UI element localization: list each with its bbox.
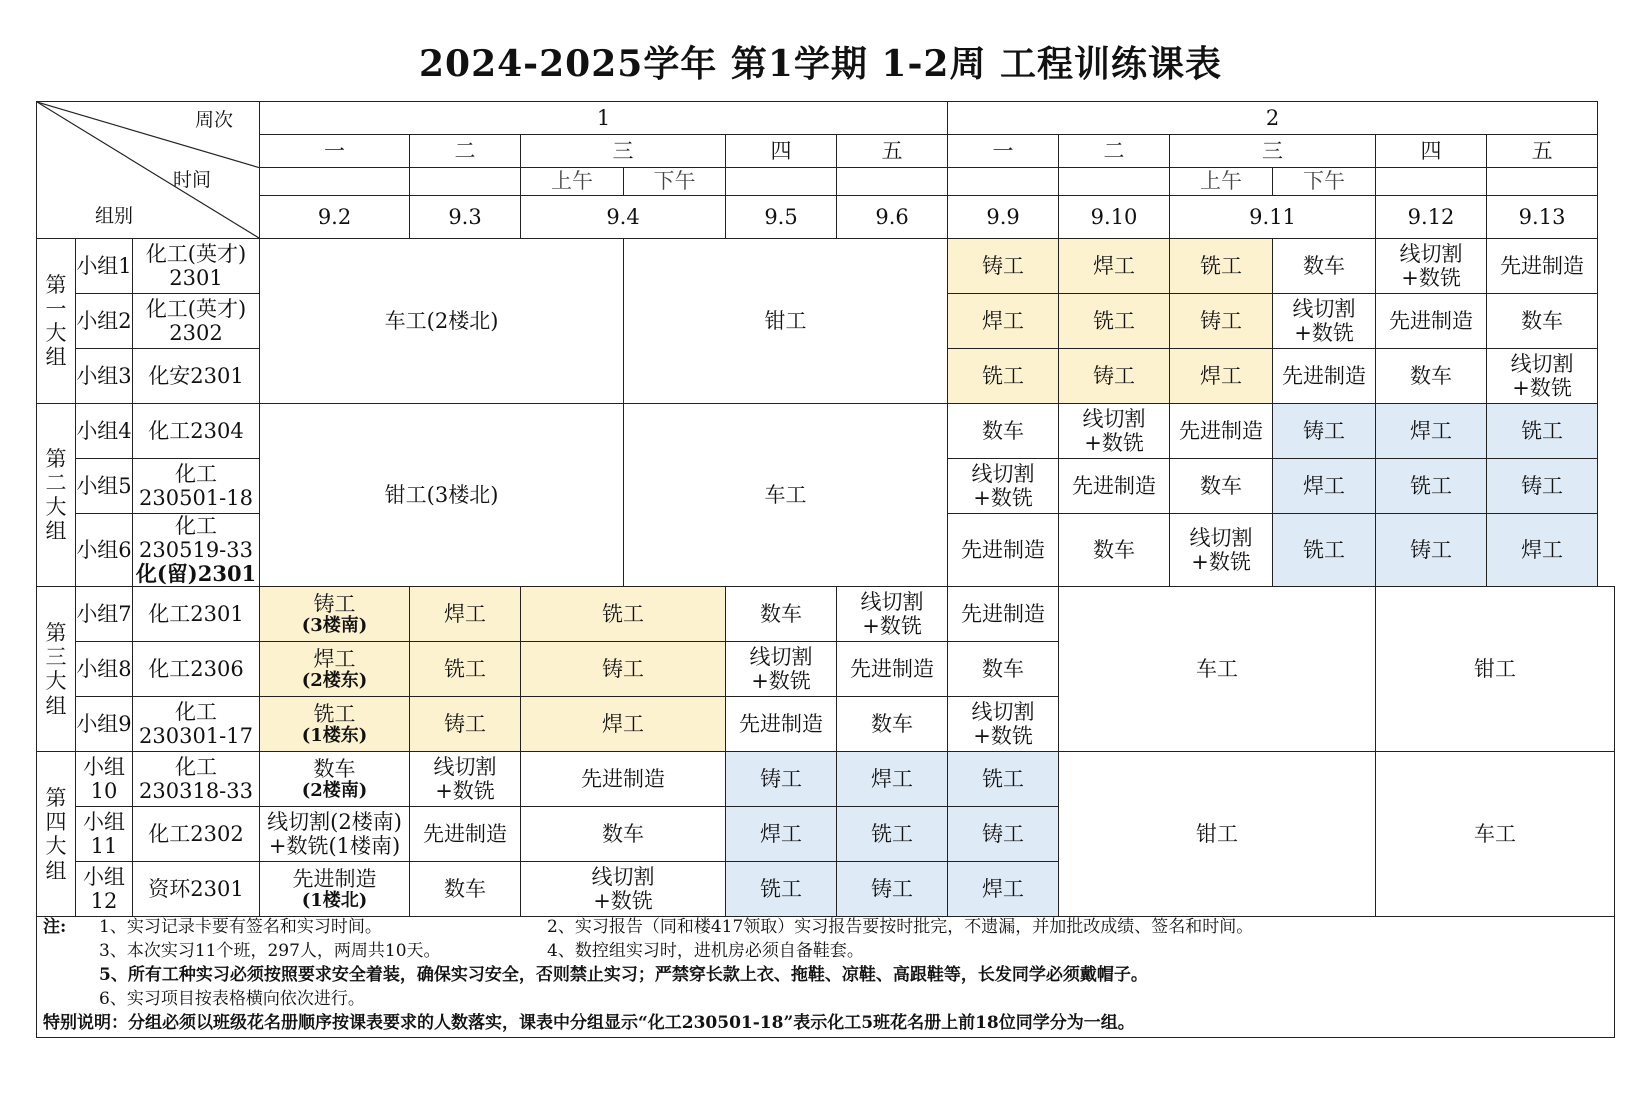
course-cell: 先进制造 bbox=[1059, 459, 1170, 514]
course-cell: 焊工 bbox=[1487, 514, 1598, 587]
course-cell: 线切割 +数铣 bbox=[837, 587, 948, 642]
course-cell: 铸工 bbox=[521, 642, 726, 697]
blank-cell bbox=[948, 168, 1059, 196]
course-cell: 先进制造 bbox=[410, 807, 521, 862]
pm-label: 下午 bbox=[624, 168, 726, 196]
course-cell: 数车 bbox=[1376, 349, 1487, 404]
day-header: 二 bbox=[410, 135, 521, 168]
date-header: 9.10 bbox=[1059, 196, 1170, 239]
day-header: 一 bbox=[948, 135, 1059, 168]
group-name: 小组4 bbox=[76, 404, 133, 459]
course-cell: 铣工 bbox=[1376, 459, 1487, 514]
course-cell: 先进制造 bbox=[726, 697, 837, 752]
week-label: 周次 bbox=[195, 109, 234, 131]
special-note: 特别说明：分组必须以班级花名册顺序按课表要求的人数落实，课表中分组显示“化工230501-18”表示化工5班花名册上前18位同学分为一组。 bbox=[43, 1013, 1135, 1033]
note-5: 5、所有工种实习必须按照要求安全着装，确保实习安全，否则禁止实习；严禁穿长款上衣、拖鞋、凉鞋、高跟鞋等，长发同学必须戴帽子。 bbox=[99, 965, 1148, 985]
course-cell: 先进制造 bbox=[1170, 404, 1273, 459]
group-name: 小组7 bbox=[76, 587, 133, 642]
note-2: 2、实习报告（同和楼417领取）实习报告要按时批完，不遗漏，并加批改成绩、签名和时间。 bbox=[547, 917, 1254, 937]
course-cell: 铸工 bbox=[1273, 404, 1376, 459]
class-name: 化工230519-33 化(留)2301 bbox=[133, 514, 260, 587]
note-1: 1、实习记录卡要有签名和实习时间。 bbox=[99, 917, 382, 937]
course-cell: 铣工 bbox=[726, 862, 837, 917]
course-cell: 数车 (2楼南) bbox=[260, 752, 410, 807]
course-cell: 数车 bbox=[521, 807, 726, 862]
course-cell: 焊工 bbox=[410, 587, 521, 642]
course-cell: 铣工 bbox=[837, 807, 948, 862]
course-cell: 铣工 bbox=[1487, 404, 1598, 459]
course-cell: 线切割 +数铣 bbox=[1273, 294, 1376, 349]
course-cell: 铸工 bbox=[948, 239, 1059, 294]
blank-cell bbox=[1059, 168, 1170, 196]
date-header: 9.4 bbox=[521, 196, 726, 239]
course-cell: 铣工 bbox=[1170, 239, 1273, 294]
date-header: 9.5 bbox=[726, 196, 837, 239]
notes-section bbox=[36, 906, 1615, 1038]
schedule-table bbox=[36, 101, 1615, 917]
date-header: 9.9 bbox=[948, 196, 1059, 239]
course-cell: 数车 bbox=[1170, 459, 1273, 514]
notes-prefix: 注: bbox=[43, 917, 67, 937]
am-label: 上午 bbox=[521, 168, 624, 196]
course-cell: 焊工 bbox=[837, 752, 948, 807]
course-cell: 先进制造 bbox=[1487, 239, 1598, 294]
course-cell: 线切割 +数铣 bbox=[948, 459, 1059, 514]
blank-cell bbox=[260, 168, 410, 196]
course-cell: 焊工 bbox=[948, 862, 1059, 917]
course-cell: 先进制造 bbox=[948, 514, 1059, 587]
class-name: 化工2301 bbox=[133, 587, 260, 642]
course-cell: 数车 bbox=[837, 697, 948, 752]
course-cell: 焊工 bbox=[521, 697, 726, 752]
course-cell: 先进制造 bbox=[1273, 349, 1376, 404]
day-header: 三 bbox=[521, 135, 726, 168]
time-label: 时间 bbox=[173, 169, 212, 191]
course-cell: 先进制造 (1楼北) bbox=[260, 862, 410, 917]
group-name: 小组12 bbox=[76, 862, 133, 917]
group-name: 小组1 bbox=[76, 239, 133, 294]
course-cell: 焊工 bbox=[1273, 459, 1376, 514]
block-cell: 车工 bbox=[624, 404, 948, 587]
course-cell: 线切割 +数铣 bbox=[521, 862, 726, 917]
week-1-header: 1 bbox=[260, 102, 948, 135]
day-header: 二 bbox=[1059, 135, 1170, 168]
course-cell: 线切割 +数铣 bbox=[1376, 239, 1487, 294]
course-cell: 焊工 bbox=[1376, 404, 1487, 459]
course-cell: 铣工 bbox=[1273, 514, 1376, 587]
day-header: 四 bbox=[1376, 135, 1487, 168]
course-cell: 铣工 bbox=[1059, 294, 1170, 349]
course-cell: 数车 bbox=[410, 862, 521, 917]
course-cell: 铸工 bbox=[1376, 514, 1487, 587]
class-name: 化工(英才) 2301 bbox=[133, 239, 260, 294]
group-name: 小组8 bbox=[76, 642, 133, 697]
course-cell: 铣工 bbox=[948, 752, 1059, 807]
page-title: 2024-2025学年 第1学期 1-2周 工程训练课表 bbox=[418, 43, 1223, 85]
course-cell: 铸工 bbox=[1059, 349, 1170, 404]
class-name: 资环2301 bbox=[133, 862, 260, 917]
date-header: 9.3 bbox=[410, 196, 521, 239]
block-cell: 钳工 bbox=[624, 239, 948, 404]
course-cell: 数车 bbox=[948, 404, 1059, 459]
course-cell: 线切割 +数铣 bbox=[1059, 404, 1170, 459]
course-cell: 焊工 bbox=[1170, 349, 1273, 404]
week-2-header: 2 bbox=[948, 102, 1598, 135]
group-name: 小组9 bbox=[76, 697, 133, 752]
course-cell: 铸工 bbox=[726, 752, 837, 807]
course-cell: 焊工 bbox=[1059, 239, 1170, 294]
course-cell: 线切割 +数铣 bbox=[1170, 514, 1273, 587]
course-cell: 数车 bbox=[1487, 294, 1598, 349]
block-cell: 车工(2楼北) bbox=[260, 239, 624, 404]
class-name: 化工2304 bbox=[133, 404, 260, 459]
course-cell: 焊工 bbox=[948, 294, 1059, 349]
class-name: 化工2302 bbox=[133, 807, 260, 862]
course-cell: 线切割 +数铣 bbox=[1487, 349, 1598, 404]
group-name: 小组5 bbox=[76, 459, 133, 514]
day-header: 五 bbox=[1487, 135, 1598, 168]
note-3: 3、本次实习11个班，297人，两周共10天。 bbox=[99, 941, 441, 961]
day-header: 三 bbox=[1170, 135, 1376, 168]
block-cell: 车工 bbox=[1059, 587, 1376, 752]
course-cell: 焊工 bbox=[726, 807, 837, 862]
course-cell: 铸工 (3楼南) bbox=[260, 587, 410, 642]
course-cell: 数车 bbox=[1059, 514, 1170, 587]
header-diagonal-cell bbox=[37, 102, 260, 239]
blank-cell bbox=[1487, 168, 1598, 196]
course-cell: 先进制造 bbox=[948, 587, 1059, 642]
course-cell: 先进制造 bbox=[521, 752, 726, 807]
note-4: 4、数控组实习时，进机房必须自备鞋套。 bbox=[547, 941, 864, 961]
group-name: 小组3 bbox=[76, 349, 133, 404]
course-cell: 数车 bbox=[1273, 239, 1376, 294]
big-group-4: 第 四 大 组 bbox=[37, 752, 76, 917]
class-name: 化工230501-18 bbox=[133, 459, 260, 514]
date-header: 9.13 bbox=[1487, 196, 1598, 239]
block-cell: 钳工 bbox=[1059, 752, 1376, 917]
block-cell: 车工 bbox=[1376, 752, 1615, 917]
class-name: 化工2306 bbox=[133, 642, 260, 697]
course-cell: 数车 bbox=[726, 587, 837, 642]
class-name: 化安2301 bbox=[133, 349, 260, 404]
course-cell: 先进制造 bbox=[837, 642, 948, 697]
course-cell: 铸工 bbox=[410, 697, 521, 752]
note-6: 6、实习项目按表格横向依次进行。 bbox=[99, 989, 365, 1009]
date-header: 9.6 bbox=[837, 196, 948, 239]
date-header: 9.2 bbox=[260, 196, 410, 239]
group-name: 小组6 bbox=[76, 514, 133, 587]
day-header: 五 bbox=[837, 135, 948, 168]
big-group-1: 第 一 大 组 bbox=[37, 239, 76, 404]
am-label: 上午 bbox=[1170, 168, 1273, 196]
big-group-3: 第 三 大 组 bbox=[37, 587, 76, 752]
course-cell: 铸工 bbox=[1170, 294, 1273, 349]
group-name: 小组10 bbox=[76, 752, 133, 807]
block-cell: 钳工 bbox=[1376, 587, 1615, 752]
group-name: 小组2 bbox=[76, 294, 133, 349]
course-cell: 线切割 +数铣 bbox=[948, 697, 1059, 752]
class-name: 化工(英才) 2302 bbox=[133, 294, 260, 349]
course-cell: 线切割 +数铣 bbox=[410, 752, 521, 807]
course-cell: 铸工 bbox=[1487, 459, 1598, 514]
group-name: 小组11 bbox=[76, 807, 133, 862]
blank-cell bbox=[726, 168, 837, 196]
course-cell: 铣工 bbox=[948, 349, 1059, 404]
course-cell: 线切割(2楼南) +数铣(1楼南) bbox=[260, 807, 410, 862]
course-cell: 铸工 bbox=[837, 862, 948, 917]
class-name: 化工230318-33 bbox=[133, 752, 260, 807]
day-header: 一 bbox=[260, 135, 410, 168]
big-group-2: 第 二 大 组 bbox=[37, 404, 76, 587]
course-cell: 先进制造 bbox=[1376, 294, 1487, 349]
course-cell: 铣工 bbox=[521, 587, 726, 642]
class-name: 化工230301-17 bbox=[133, 697, 260, 752]
course-cell: 铣工 (1楼东) bbox=[260, 697, 410, 752]
course-cell: 数车 bbox=[948, 642, 1059, 697]
course-cell: 线切割 +数铣 bbox=[726, 642, 837, 697]
date-header: 9.12 bbox=[1376, 196, 1487, 239]
course-cell: 焊工 (2楼东) bbox=[260, 642, 410, 697]
course-cell: 铣工 bbox=[410, 642, 521, 697]
blank-cell bbox=[1376, 168, 1487, 196]
day-header: 四 bbox=[726, 135, 837, 168]
group-label: 组别 bbox=[95, 205, 134, 228]
date-header: 9.11 bbox=[1170, 196, 1376, 239]
block-cell: 钳工(3楼北) bbox=[260, 404, 624, 587]
course-cell: 铸工 bbox=[948, 807, 1059, 862]
pm-label: 下午 bbox=[1273, 168, 1376, 196]
blank-cell bbox=[837, 168, 948, 196]
blank-cell bbox=[410, 168, 521, 196]
